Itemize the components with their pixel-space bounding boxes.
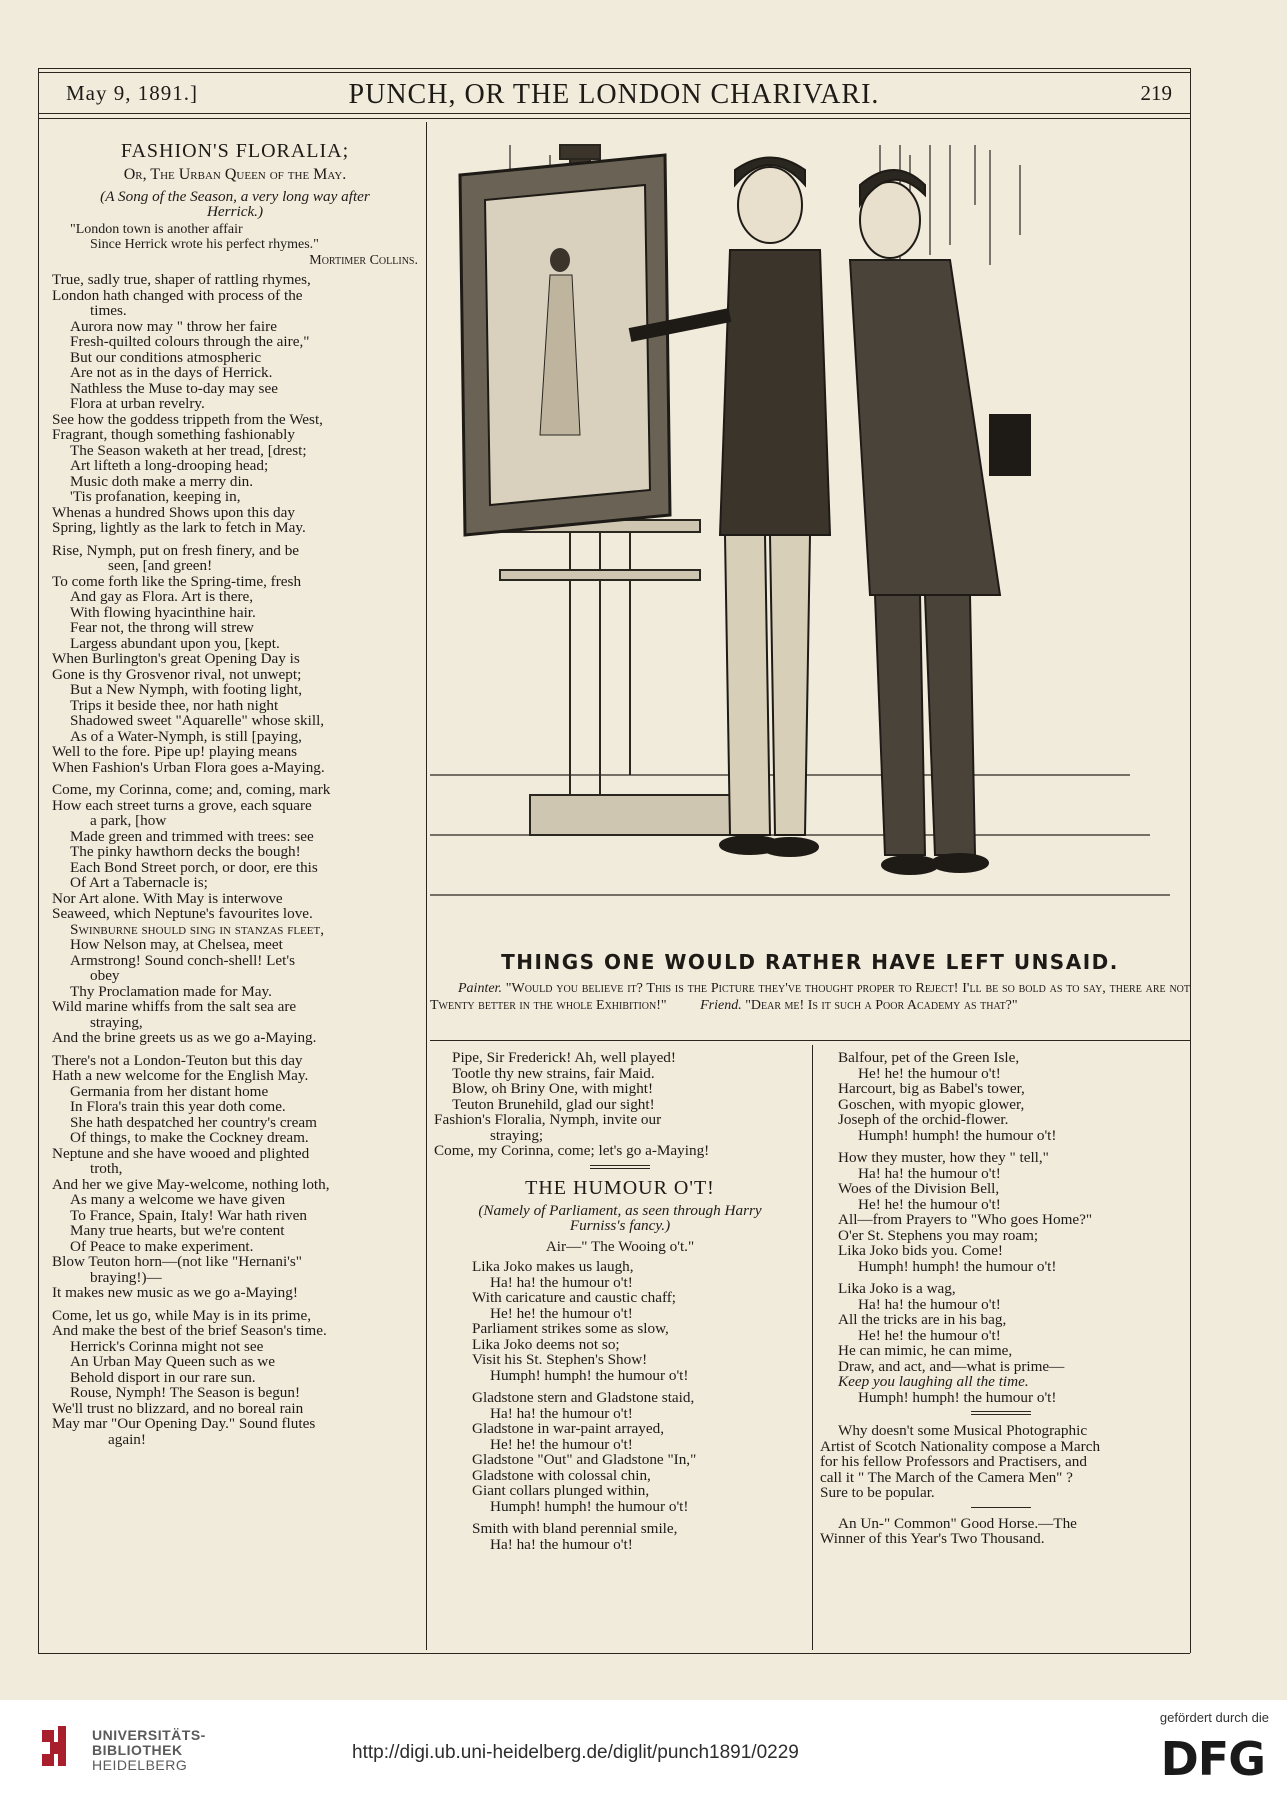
- digitization-footer: [0, 1700, 1287, 1805]
- header-rule: [38, 113, 1190, 114]
- epigraph: "London town is another affair Since Herrick wrote his perfect rhymes." Mortimer Collins.: [70, 221, 418, 268]
- stanza: Lika Joko is a wag, Ha! ha! the humour o't! All the tricks are in his bag, He! he! the humour o't! He can mimic, he can mime, Draw, and act, and—what is prime— Keep you laughing all the time. Humph! humph! the humour o't!: [838, 1281, 1065, 1405]
- separator: [590, 1165, 650, 1169]
- speaker-friend: Friend.: [700, 998, 742, 1013]
- poem-subtitle: Or, The Urban Queen of the May.: [123, 166, 347, 183]
- running-header: [38, 79, 1190, 111]
- middle-column: [434, 1050, 806, 1552]
- stanza: Balfour, pet of the Green Isle, He! he! the humour o't! Harcourt, big as Babel's tower, Goschen, with myopic glower, Joseph of the orchid-flower. Humph! humph! the humour o't!: [838, 1050, 1057, 1143]
- stanza: Pipe, Sir Frederick! Ah, well played! Tootle thy new strains, fair Maid. Blow, oh Briny One, with might! Teuton Brunehild, glad our sight! Fashion's Floralia, Nymph, invite our straying; Come, my Corinna, come; let's go a-Maying!: [434, 1050, 710, 1159]
- cartoon-caption: THINGS ONE WOULD RATHER HAVE LEFT UNSAID.: [501, 950, 1119, 974]
- speaker-painter: Painter.: [458, 981, 502, 996]
- cartoon-illustration: [430, 135, 1190, 955]
- publication-title: PUNCH, OR THE LONDON CHARIVARI.: [348, 79, 880, 110]
- left-column: [52, 140, 418, 1447]
- page-number: 219: [1140, 81, 1172, 105]
- friend-line: "Dear me! Is it such a Poor Academy as that?": [745, 998, 1018, 1013]
- header-rule-2: [38, 118, 1190, 119]
- column-divider-2: [812, 1045, 813, 1650]
- stanza: Smith with bland perennial smile, Ha! ha! the humour o't!: [472, 1521, 678, 1552]
- page-border-right: [1190, 68, 1191, 1653]
- separator: [971, 1411, 1031, 1415]
- university-library-logo-icon: [40, 1724, 84, 1774]
- poem-note: (A Song of the Season, a very long way after Herrick.): [100, 187, 370, 220]
- friend-figure: [850, 170, 1030, 874]
- top-rule: [38, 68, 1190, 69]
- stanza: Come, let us go, while May is in its prime, And make the best of the brief Season's time. Herrick's Corinna might not see An Urban May Queen such as we Behold disport in our rare sun. Rouse, Nymph! The Season is begun! We'll trust no blizzard, and no boreal rain May mar "Our Opening Day." Sound flutes again!: [52, 1307, 327, 1447]
- cartoon-rule: [430, 1040, 1190, 1041]
- horse-paragraph: An Un-" Common" Good Horse.—The Winner of this Year's Two Thousand.: [820, 1515, 1077, 1547]
- bottom-rule: [38, 1653, 1190, 1654]
- air-line: Air—" The Wooing o't.": [545, 1237, 695, 1255]
- right-column: [820, 1050, 1182, 1547]
- top-rule-2: [38, 72, 1190, 73]
- separator: [971, 1507, 1031, 1508]
- dfg-logo: DFG: [1160, 1732, 1265, 1786]
- cartoon-dialogue: [430, 980, 1190, 1014]
- stanza: Come, my Corinna, come; and, coming, mark How each street turns a grove, each square a park, [how Made green and trimmed with trees: see The pinky hawthorn decks the bough! Each Bond Street porch, or door, ere this Of Art a Tabernacle is; Nor Art alone. With May is interwove Seaweed, which Neptune's favourites love. Swinburne should sing in stanzas fleet, How Nelson may, at Chelsea, meet Armstrong! Sound conch-shell! Let's obey Thy Proclamation made for May. Wild marine whiffs from the salt sea are straying, And the brine greets us as we go a-Maying.: [52, 782, 331, 1046]
- stanza: Lika Joko makes us laugh, Ha! ha! the humour o't! With caricature and caustic chaff; He! he! the humour o't! Parliament strikes some as slow, Lika Joko deems not so; Visit his St. Stephen's Show! Humph! humph! the humour o't!: [472, 1259, 689, 1383]
- painter-line: "Would you believe it? This is the Picture they've thought proper to Reject! I'll be so bold as to say, there are not Twenty better in the whole Exhibition!": [430, 981, 1191, 1013]
- stanza: Rise, Nymph, put on fresh finery, and be seen, [and green! To come forth like the Spring-time, fresh And gay as Flora. Art is there, With flowing hyacinthine hair. Fear not, the throng will strew Largess abundant upon you, [kept. When Burlington's great Opening Day is Gone is thy Grosvenor rival, not unwept; But a New Nymph, with footing light, Trips it beside thee, nor hath night Shadowed sweet "Aquarelle" whose skill, As of a Water-Nymph, is still [paying, Well to the fore. Pipe up! playing means When Fashion's Urban Flora goes a-Maying.: [52, 542, 325, 775]
- institution-name: UNIVERSITÄTS- BIBLIOTHEK HEIDELBERG: [92, 1727, 206, 1773]
- framed-painting: [460, 155, 670, 535]
- poem-title: FASHION'S FLORALIA;: [120, 140, 350, 162]
- why-paragraph: Why doesn't some Musical Photographic Artist of Scotch Nationality compose a March for his fellow Professors and Practisers, and call it " The March of the Camera Men" ? Sure to be popular.: [820, 1423, 1101, 1501]
- funding-note: gefördert durch die: [1159, 1710, 1269, 1725]
- stanza: True, sadly true, shaper of rattling rhymes, London hath changed with process of the times. Aurora now may " throw her faire Fresh-quilted colours through the aire," But our conditions atmospheric Are not as in the days of Herrick. Nathless the Muse to-day may see Flora at urban revelry. See how the goddess trippeth from the West, Fragrant, though something fashionably The Season waketh at her tread, [drest; Art lifteth a long-drooping head; Music doth make a merry din. 'Tis profanation, keeping in, Whenas a hundred Shows upon this day Spring, lightly as the lark to fetch in May.: [52, 272, 323, 536]
- stanza: There's not a London-Teuton but this day Hath a new welcome for the English May. Germania from her distant home In Flora's train this year doth come. She hath despatched her country's cream Of things, to make the Cockney dream. Neptune and she have wooed and plighted troth, And her we give May-welcome, nothing loth, As many a welcome we have given To France, Spain, Italy! War hath riven Many true hearts, but we're content Of Peace to make experiment. Blow Teuton horn—(not like "Hernani's" braying!)— It makes new music as we go a-Maying!: [52, 1052, 330, 1301]
- permalink[interactable]: http://digi.ub.uni-heidelberg.de/diglit/punch1891/0229: [352, 1742, 799, 1763]
- humour-note: (Namely of Parliament, as seen through Harry Furniss's fancy.): [478, 1201, 762, 1234]
- stanza: How they muster, how they " tell," Ha! ha! the humour o't! Woes of the Division Bell, He! he! the humour o't! All—from Prayers to "Who goes Home?" O'er St. Stephens you may roam; Lika Joko bids you. Come! Humph! humph! the humour o't!: [838, 1150, 1093, 1274]
- issue-date: May 9, 1891.]: [66, 81, 198, 105]
- page-border-left: [38, 68, 39, 1653]
- stanza: Gladstone stern and Gladstone staid, Ha! ha! the humour o't! Gladstone in war-paint arrayed, He! he! the humour o't! Gladstone "Out" and Gladstone "In," Gladstone with colossal chin, Giant collars plunged within, Humph! humph! the humour o't!: [472, 1390, 697, 1514]
- column-divider-1: [426, 122, 427, 1650]
- humour-title: THE HUMOUR O'T!: [525, 1176, 715, 1199]
